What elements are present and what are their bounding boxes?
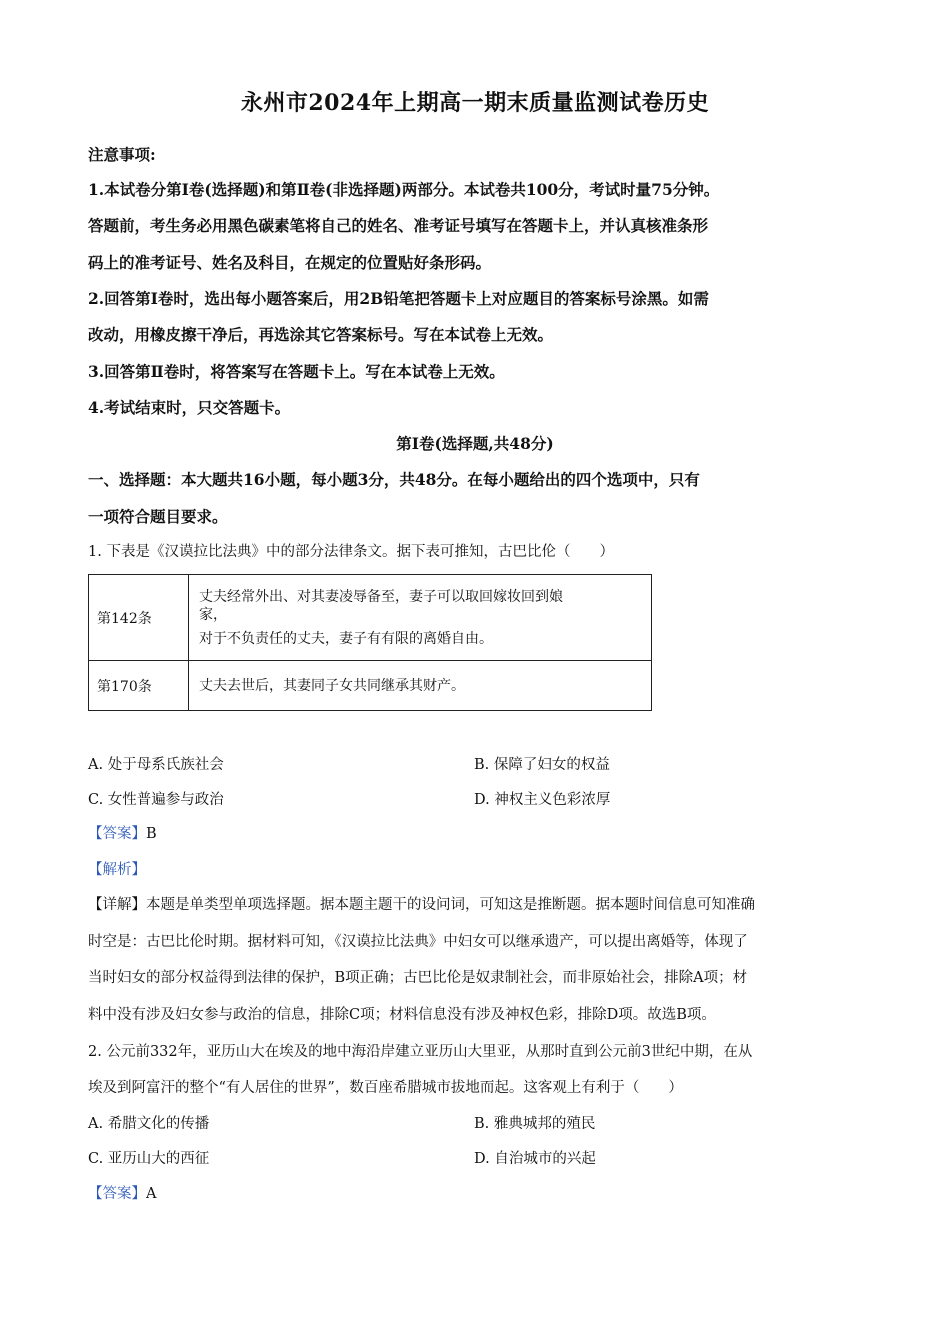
- article-text: 丈夫去世后，其妻同子女共同继承其财产。: [189, 661, 652, 711]
- section-instruction: 一、选择题：本大题共16小题，每小题3分，共48分。在每小题给出的四个选项中，只有: [88, 470, 700, 489]
- article-text: 丈夫经常外出、对其妻凌辱备至，妻子可以取回嫁妆回到娘 家， 对于不负责任的丈夫，妻子有有限的离婚自由。: [189, 575, 652, 661]
- option-c: C. 亚历山大的西征: [88, 1151, 210, 1167]
- detail-line: 【详解】本题是单类型单项选择题。据本题主题干的设问词，可知这是推断题。据本题时间信息可知准确: [88, 897, 755, 913]
- answer-value: B: [146, 826, 157, 842]
- detail-line: 当时妇女的部分权益得到法律的保护，B项正确；古巴比伦是奴隶制社会，而非原始社会，排除A项；材: [88, 970, 748, 986]
- question-1-stem: 1. 下表是《汉谟拉比法典》中的部分法律条文。据下表可推知，古巴比伦（ ）: [88, 544, 614, 560]
- question-2-stem: 2. 公元前332年，亚历山大在埃及的地中海沿岸建立亚历山大里亚，从那时直到公元前3世纪中期，在从: [88, 1044, 753, 1060]
- option-b: B. 保障了妇女的权益: [474, 757, 610, 773]
- answer-line: [88, 1182, 156, 1203]
- section-instruction: 一项符合题目要求。: [88, 507, 228, 526]
- section-title: 第Ⅰ卷(选择题,共48分): [396, 434, 554, 453]
- page-title: 永州市2024年上期高一期末质量监测试卷历史: [240, 90, 710, 116]
- answer-line: [88, 822, 157, 843]
- answer-value: A: [146, 1186, 157, 1202]
- notice-line: 答题前，考生务必用黑色碳素笔将自己的姓名、准考证号填写在答题卡上，并认真核准条形: [88, 216, 709, 235]
- article-number: 第170条: [89, 661, 189, 711]
- notice-line: 3.回答第Ⅱ卷时，将答案写在答题卡上。写在本试卷上无效。: [88, 362, 505, 381]
- option-a: A. 希腊文化的传播: [88, 1116, 210, 1132]
- table-row: [89, 575, 652, 661]
- notice-line: 改动，用橡皮擦干净后，再选涂其它答案标号。写在本试卷上无效。: [88, 325, 554, 344]
- answer-label: 【答案】: [88, 1186, 146, 1202]
- option-d: D. 神权主义色彩浓厚: [474, 792, 611, 808]
- notice-line: 4.考试结束时，只交答题卡。: [88, 398, 291, 417]
- notice-heading: 注意事项:: [88, 145, 156, 164]
- notice-line: 码上的准考证号、姓名及科目，在规定的位置贴好条形码。: [88, 253, 492, 272]
- option-c: C. 女性普遍参与政治: [88, 792, 224, 808]
- option-d: D. 自治城市的兴起: [474, 1151, 596, 1167]
- question-2-stem: 埃及到阿富汗的整个“有人居住的世界”，数百座希腊城市拔地而起。这客观上有利于（ ）: [88, 1080, 683, 1096]
- detail-line: 时空是：古巴比伦时期。据材料可知，《汉谟拉比法典》中妇女可以继承遗产，可以提出离婚等，体现了: [88, 934, 748, 950]
- article-number: 第142条: [89, 575, 189, 661]
- law-table: [88, 574, 652, 711]
- detail-label: 【详解】: [88, 897, 146, 913]
- answer-label: 【答案】: [88, 826, 146, 842]
- option-a: A. 处于母系氏族社会: [88, 757, 224, 773]
- notice-line: 1.本试卷分第Ⅰ卷(选择题)和第Ⅱ卷(非选择题)两部分。本试卷共100分，考试时量75分钟。: [88, 180, 720, 199]
- notice-line: 2.回答第Ⅰ卷时，选出每小题答案后，用2B铅笔把答题卡上对应题目的答案标号涂黑。如需: [88, 289, 709, 308]
- table-row: [89, 661, 652, 711]
- analysis-label: 【解析】: [88, 862, 146, 878]
- detail-line: 料中没有涉及妇女参与政治的信息，排除C项；材料信息没有涉及神权色彩，排除D项。故选B项。: [88, 1007, 716, 1023]
- option-b: B. 雅典城邦的殖民: [474, 1116, 596, 1132]
